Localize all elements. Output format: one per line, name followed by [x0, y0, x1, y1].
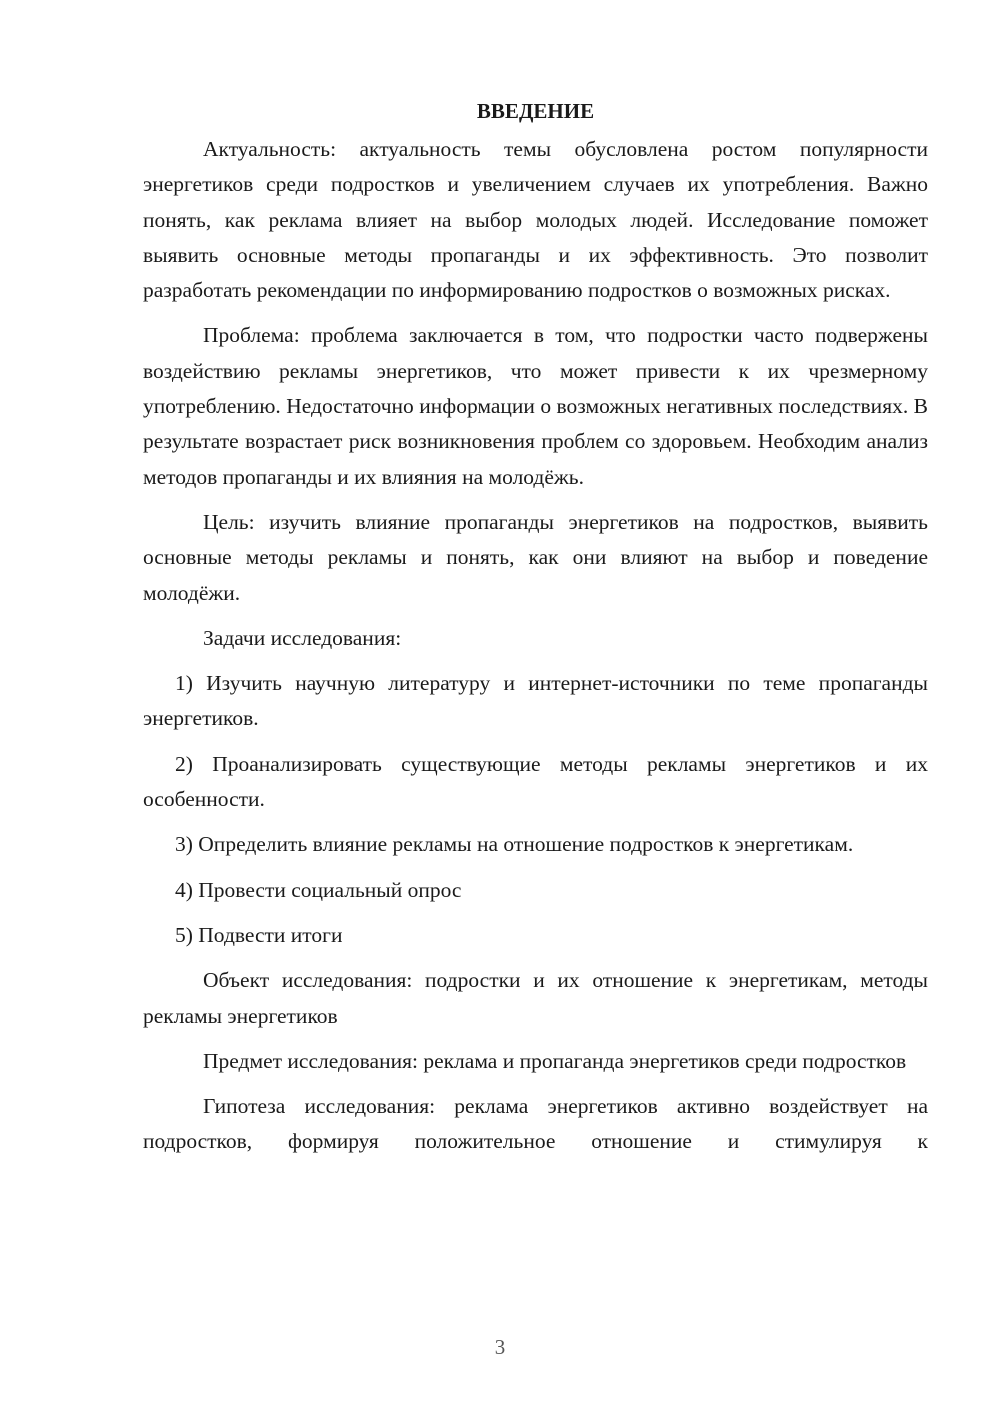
task-item-3: 3) Определить влияние рекламы на отношение подростков к энергетикам. — [175, 832, 854, 857]
page-number: 3 — [494, 1335, 506, 1359]
tasks-heading: Задачи исследования: — [203, 625, 402, 650]
task-item-5: 5) Подвести итоги — [175, 922, 343, 947]
task-item-2: 2) Проанализировать существующие методы рекламы энергетиков и их особенности. — [143, 751, 928, 812]
goal-paragraph: Цель: изучить влияние пропаганды энергетиков на подростков, выявить основные методы рекламы и понять, как они влияют на выбор и поведение молодёжи. — [143, 509, 928, 605]
hypothesis-paragraph: Гипотеза исследования: реклама энергетиков активно воздействует на подростков, формируя положительное отношение и стимулируя к — [143, 1094, 928, 1154]
object-paragraph: Объект исследования: подростки и их отношение к энергетикам, методы рекламы энергетиков — [143, 968, 928, 1028]
relevance-paragraph: Актуальность: актуальность темы обусловлена ростом популярности энергетиков среди подростков и увеличением случаев их употребления. Важно понять, как реклама влияет на выбор молодых людей. Исследование поможет выявить основные методы пропаганды и их эффективность. Это позволит разработать рекомендации по информированию подростков о возможных рисках. — [143, 137, 928, 303]
problem-paragraph: Проблема: проблема заключается в том, что подростки часто подвержены воздействию рекламы энергетиков, что может привести к их чрезмерному употреблению. Недостаточно информации о возможных негативных последствиях. В результате возрастает риск возникновения проблем со здоровьем. Необходим анализ методов пропаганды и их влияния на молодёжь. — [143, 323, 928, 489]
task-item-1: 1) Изучить научную литературу и интернет-источники по теме пропаганды энергетиков. — [143, 671, 928, 731]
document-page — [143, 96, 928, 1170]
task-item-4: 4) Провести социальный опрос — [175, 877, 462, 902]
page-title: ВВЕДЕНИЕ — [476, 99, 595, 123]
subject-paragraph: Предмет исследования: реклама и пропаганда энергетиков среди подростков — [203, 1048, 907, 1073]
